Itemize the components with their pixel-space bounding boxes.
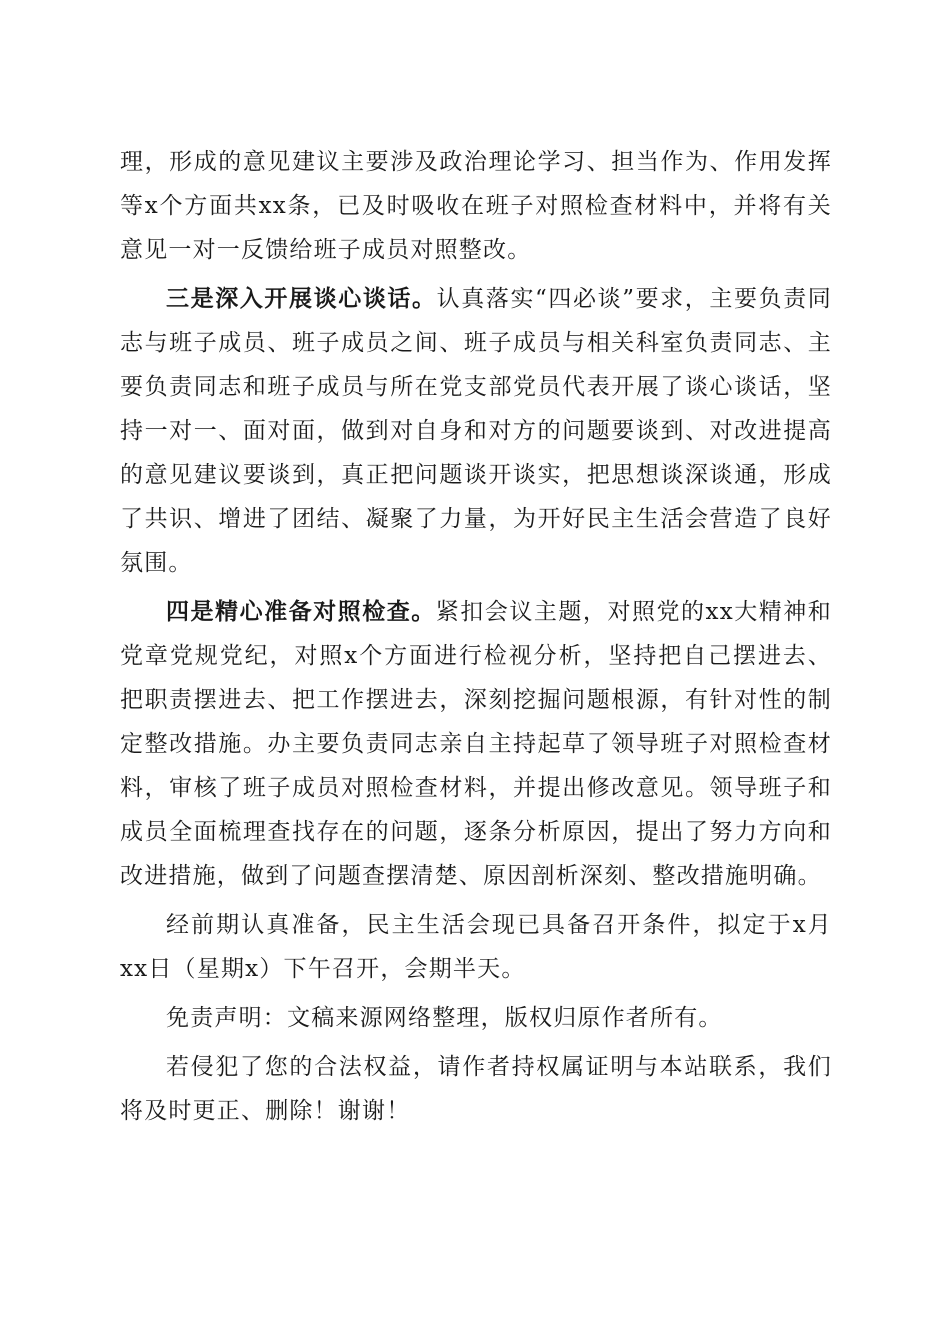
- document-page: [120, 140, 832, 1138]
- paragraph-text: 认真落实“四必谈”要求，主要负责同志与班子成员、班子成员之间、班子成员与相关科室负责同志、主要负责同志和班子成员与所在党支部党员代表开展了谈心谈话，坚持一对一、面对面，做到对自身和对方的问题要谈到、对改进提高的意见建议要谈到，真正把问题谈开谈实，把思想谈深谈通，形成了共识、增进了团结、凝聚了力量，为开好民主生活会营造了良好氛围。: [120, 286, 833, 576]
- paragraph-heading: 四是精心准备对照检查。: [166, 598, 436, 625]
- paragraph-heading: 三是深入开展谈心谈话。: [166, 285, 437, 312]
- paragraph-continuation: [120, 140, 832, 272]
- paragraph-text: 免责声明：文稿来源网络整理，版权归原作者所有。: [166, 1005, 723, 1031]
- paragraph-text: 经前期认真准备，民主生活会现已具备召开条件，拟定于x月xx日（星期x）下午召开，会期半天。: [120, 912, 832, 982]
- paragraph-contact: [120, 1045, 832, 1133]
- paragraph-text: 紧扣会议主题，对照党的xx大精神和党章党规党纪，对照x个方面进行检视分析，坚持把自己摆进去、把职责摆进去、把工作摆进去，深刻挖掘问题根源，有针对性的制定整改措施。办主要负责同志亲自主持起草了领导班子对照检查材料，审核了班子成员对照检查材料，并提出修改意见。领导班子和成员全面梳理查找存在的问题，逐条分析原因，提出了努力方向和改进措施，做到了问题查摆清楚、原因剖析深刻、整改措施明确。: [120, 599, 833, 889]
- paragraph-talk: [120, 277, 832, 585]
- paragraph-schedule: [120, 903, 832, 991]
- paragraph-text: 若侵犯了您的合法权益，请作者持权属证明与本站联系，我们将及时更正、删除！谢谢！: [120, 1054, 832, 1124]
- paragraph-text: 理，形成的意见建议主要涉及政治理论学习、担当作为、作用发挥等x个方面共xx条，已及时吸收在班子对照检查材料中，并将有关意见一对一反馈给班子成员对照整改。: [120, 149, 832, 263]
- paragraph-disclaimer: [120, 996, 832, 1040]
- paragraph-review: [120, 590, 832, 898]
